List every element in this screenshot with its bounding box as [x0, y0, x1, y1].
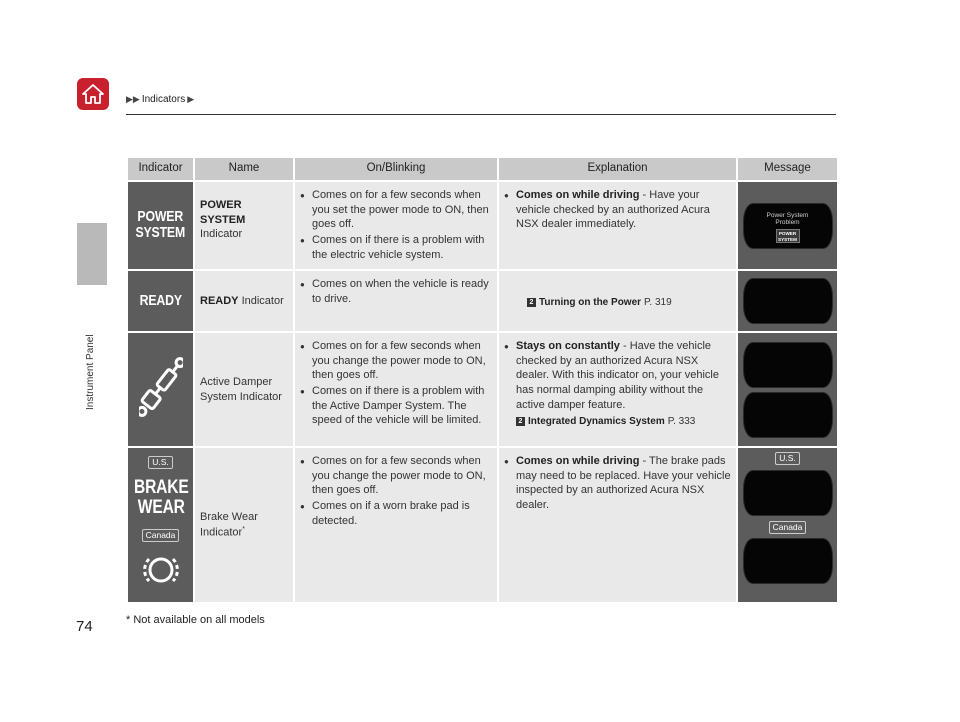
region-tag-us: U.S.	[148, 456, 173, 469]
breadcrumb	[126, 94, 194, 105]
message-display	[743, 470, 833, 516]
list-item: ● Comes on for a few seconds when you change the power mode to ON, then goes off.	[300, 339, 492, 383]
reference-arrow-icon: 2	[527, 298, 536, 307]
region-tag-canada: Canada	[142, 529, 180, 542]
list-item: ● Comes on if a worn brake pad is detected.	[300, 499, 492, 528]
col-header-explanation: Explanation	[499, 158, 736, 180]
col-header-on-blinking: On/Blinking	[295, 158, 497, 180]
table-row-power-system	[128, 182, 837, 269]
on-blinking-cell	[295, 182, 497, 269]
list-item: ● Comes on for a few seconds when you change the power mode to ON, then goes off.	[300, 454, 492, 498]
message-display	[743, 392, 833, 438]
explanation-cell	[499, 182, 736, 269]
indicators-table	[126, 156, 839, 604]
message-display	[743, 342, 833, 388]
message-display: Power System Problem POWER SYSTEM	[743, 203, 833, 249]
list-item: ● Stays on constantly - Have the vehicle checked by an authorized Acura NSX dealer. With this indicator on, your vehicle has normal damping ability without the active damper feature.	[504, 339, 731, 412]
page-number: 74	[76, 618, 93, 635]
table-header-row	[128, 158, 837, 180]
list-item: ● Comes on for a few seconds when you set the power mode to ON, then goes off.	[300, 188, 492, 232]
active-damper-icon	[139, 350, 183, 424]
message-display	[743, 278, 833, 324]
footnote: * Not available on all models	[126, 614, 265, 626]
on-blinking-cell	[295, 448, 497, 602]
message-cell	[738, 333, 837, 446]
message-cell	[738, 182, 837, 269]
message-cell	[738, 271, 837, 331]
brake-wear-indicator-icon: BRAKE WEAR	[133, 476, 189, 518]
breadcrumb-link-indicators[interactable]: Indicators	[141, 94, 186, 105]
list-item: ● Comes on if there is a problem with the Active Damper System. The speed of the vehicle will be limited.	[300, 384, 492, 428]
indicator-cell	[128, 333, 193, 446]
home-button[interactable]	[77, 78, 109, 110]
home-icon	[81, 82, 105, 106]
explanation-cell	[499, 333, 736, 446]
cross-reference-link[interactable]: 2 Integrated Dynamics System P. 333	[504, 415, 731, 428]
on-blinking-cell	[295, 333, 497, 446]
region-tag-us: U.S.	[775, 452, 800, 465]
ready-indicator-icon: READY	[139, 291, 182, 309]
section-tab[interactable]	[77, 223, 107, 285]
on-blinking-cell	[295, 271, 497, 331]
power-system-indicator-icon: POWER SYSTEM	[135, 208, 186, 242]
message-cell	[738, 448, 837, 602]
breadcrumb-arrow-icon: ▶▶	[126, 94, 140, 104]
explanation-cell	[499, 448, 736, 602]
header-divider	[126, 114, 836, 115]
message-display	[743, 538, 833, 584]
col-header-message: Message	[738, 158, 837, 180]
list-item: ● Comes on while driving - Have your vehicle checked by an authorized Acura NSX dealer immediately.	[504, 188, 731, 232]
name-cell: POWER SYSTEM Indicator	[195, 182, 293, 269]
indicator-cell	[128, 271, 193, 331]
list-item: ● Comes on if there is a problem with the electric vehicle system.	[300, 233, 492, 262]
power-system-badge-icon: POWER SYSTEM	[776, 229, 800, 243]
explanation-cell	[499, 271, 736, 331]
table-row-brake-wear	[128, 448, 837, 602]
col-header-name: Name	[195, 158, 293, 180]
name-cell: Brake Wear Indicator*	[195, 448, 293, 602]
table-row-ready	[128, 271, 837, 331]
brake-pad-wear-icon	[141, 550, 181, 590]
region-tag-canada: Canada	[769, 521, 807, 534]
breadcrumb-arrow-icon: ▶	[187, 94, 195, 104]
table-row-active-damper	[128, 333, 837, 446]
indicator-cell	[128, 448, 193, 602]
cross-reference-link[interactable]: 2 Turning on the Power P. 319	[527, 296, 731, 309]
list-item: ● Comes on while driving - The brake pads may need to be replaced. Have your vehicle inspected by an authorized Acura NSX dealer.	[504, 454, 731, 513]
col-header-indicator: Indicator	[128, 158, 193, 180]
indicator-cell	[128, 182, 193, 269]
name-cell: Active Damper System Indicator	[195, 333, 293, 446]
name-cell: READY Indicator	[195, 271, 293, 331]
reference-arrow-icon: 2	[516, 417, 525, 426]
list-item: ● Comes on when the vehicle is ready to drive.	[300, 277, 492, 306]
